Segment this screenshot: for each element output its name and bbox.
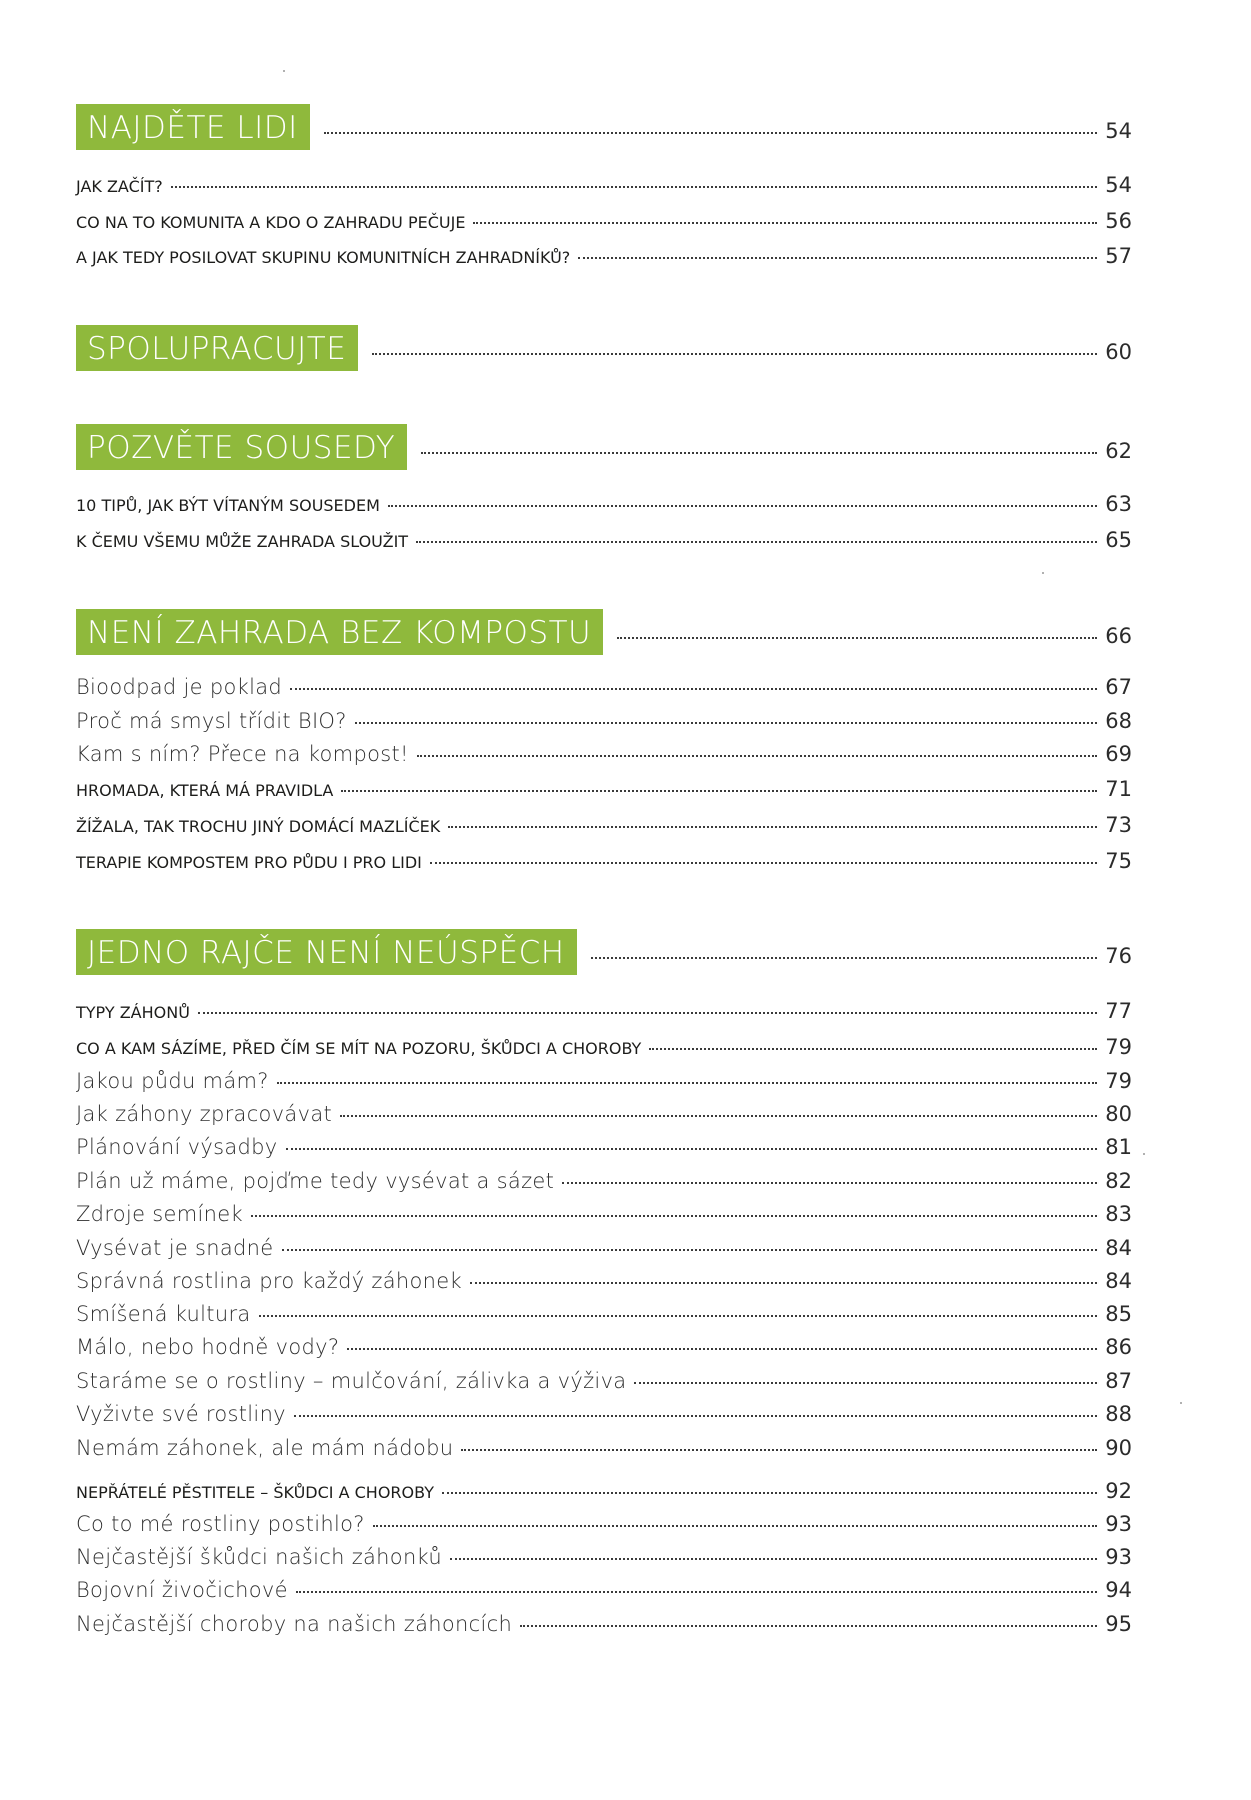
- toc-page-number: 63: [1105, 492, 1132, 516]
- toc-subentry: [76, 1269, 1132, 1295]
- dot-leader: [649, 1048, 1097, 1050]
- toc-page-number: 84: [1105, 1236, 1132, 1260]
- toc-page-number: 83: [1105, 1202, 1132, 1226]
- scan-speck: [1042, 572, 1044, 574]
- toc-entry-title: Plánování výsadby: [76, 1135, 278, 1159]
- toc-page-number: 87: [1105, 1369, 1132, 1393]
- toc-entry-title: JAK ZAČÍT?: [76, 177, 163, 196]
- toc-entry-title: Vysévat je snadné: [76, 1236, 274, 1260]
- toc-section-entry: [76, 424, 1132, 468]
- toc-page-number: 88: [1105, 1402, 1132, 1426]
- toc-entry-title: TYPY ZÁHONŮ: [76, 1003, 190, 1022]
- toc-entry-title: 10 TIPŮ, JAK BÝT VÍTANÝM SOUSEDEM: [76, 496, 380, 515]
- toc-heading-entry: [76, 849, 1132, 875]
- dot-leader: [296, 1591, 1097, 1593]
- toc-entry-title: TERAPIE KOMPOSTEM PRO PŮDU I PRO LIDI: [76, 853, 422, 872]
- toc-subentry: [76, 1102, 1132, 1128]
- toc-page-number: 69: [1105, 742, 1132, 766]
- toc-entry-title: Smíšená kultura: [76, 1302, 251, 1326]
- toc-section-entry: [76, 929, 1132, 973]
- dot-leader: [461, 1449, 1097, 1451]
- scan-speck: [283, 70, 285, 72]
- toc-subentry: [76, 1578, 1132, 1604]
- toc-entry-title: HROMADA, KTERÁ MÁ PRAVIDLA: [76, 781, 334, 800]
- toc-page-number: 65: [1105, 528, 1132, 552]
- toc-page-number: 92: [1105, 1479, 1132, 1503]
- toc-heading-entry: [76, 999, 1132, 1025]
- toc-heading-entry: [76, 1035, 1132, 1061]
- toc-section-entry: [76, 104, 1132, 148]
- toc-entry-title: Nejčastější choroby na našich záhoncích: [76, 1612, 513, 1636]
- toc-entry-title: Kam s ním? Přece na kompost!: [76, 742, 409, 766]
- dot-leader: [617, 637, 1097, 639]
- scan-speck: [1143, 1153, 1145, 1155]
- toc-entry-title: NAJDĚTE LIDI: [76, 104, 310, 150]
- toc-page-number: 77: [1105, 999, 1132, 1023]
- toc-subentry: [76, 709, 1132, 735]
- toc-entry-title: Správná rostlina pro každý záhonek: [76, 1269, 462, 1293]
- toc-entry-title: Staráme se o rostliny – mulčování, zálivka a výživa: [76, 1369, 627, 1393]
- toc-subentry: [76, 1302, 1132, 1328]
- toc-entry-title: CO NA TO KOMUNITA A KDO O ZAHRADU PEČUJE: [76, 213, 466, 232]
- toc-heading-entry: [76, 173, 1132, 199]
- toc-page-number: 54: [1105, 119, 1132, 143]
- toc-heading-entry: [76, 492, 1132, 518]
- toc-entry-title: Jak záhony zpracovávat: [76, 1102, 333, 1126]
- toc-entry-title: NENÍ ZAHRADA BEZ KOMPOSTU: [76, 609, 603, 655]
- dot-leader: [340, 1115, 1097, 1117]
- dot-leader: [259, 1315, 1098, 1317]
- dot-leader: [591, 957, 1098, 959]
- toc-page-number: 56: [1105, 209, 1132, 233]
- dot-leader: [347, 1348, 1097, 1350]
- toc-page-number: 84: [1105, 1269, 1132, 1293]
- toc-entry-title: ŽÍŽALA, TAK TROCHU JINÝ DOMÁCÍ MAZLÍČEK: [76, 817, 441, 836]
- toc-heading-entry: [76, 813, 1132, 839]
- toc-page-number: 81: [1105, 1135, 1132, 1159]
- toc-page-number: 85: [1105, 1302, 1132, 1326]
- dot-leader: [417, 755, 1098, 757]
- dot-leader: [634, 1382, 1097, 1384]
- toc-entry-title: Proč má smysl třídit BIO?: [76, 709, 347, 733]
- dot-leader: [448, 826, 1097, 828]
- toc-heading-entry: [76, 1479, 1132, 1505]
- toc-entry-title: SPOLUPRACUJTE: [76, 325, 358, 371]
- toc-entry-title: Zdroje semínek: [76, 1202, 243, 1226]
- toc-subentry: [76, 742, 1132, 768]
- toc-subentry: [76, 675, 1132, 701]
- toc-page-number: 95: [1105, 1612, 1132, 1636]
- dot-leader: [416, 541, 1097, 543]
- toc-subentry: [76, 1369, 1132, 1395]
- dot-leader: [388, 505, 1097, 507]
- toc-heading-entry: [76, 244, 1132, 270]
- dot-leader: [286, 1148, 1098, 1150]
- toc-page-number: 86: [1105, 1335, 1132, 1359]
- toc-subentry: [76, 1069, 1132, 1095]
- dot-leader: [251, 1215, 1097, 1217]
- dot-leader: [520, 1625, 1097, 1627]
- toc-entry-title: Jakou půdu mám?: [76, 1069, 269, 1093]
- toc-page-number: 90: [1105, 1436, 1132, 1460]
- dot-leader: [373, 1525, 1098, 1527]
- dot-leader: [282, 1249, 1098, 1251]
- dot-leader: [442, 1492, 1097, 1494]
- dot-leader: [171, 186, 1098, 188]
- toc-page-number: 80: [1105, 1102, 1132, 1126]
- toc-heading-entry: [76, 528, 1132, 554]
- toc-entry-title: Bojovní živočichové: [76, 1578, 288, 1602]
- toc-heading-entry: [76, 777, 1132, 803]
- dot-leader: [277, 1082, 1098, 1084]
- toc-entry-title: CO A KAM SÁZÍME, PŘED ČÍM SE MÍT NA POZORU, ŠKŮDCI A CHOROBY: [76, 1039, 642, 1058]
- dot-leader: [324, 132, 1097, 134]
- dot-leader: [421, 452, 1097, 454]
- dot-leader: [450, 1558, 1097, 1560]
- toc-entry-title: Co to mé rostliny postihlo?: [76, 1512, 365, 1536]
- toc-subentry: [76, 1512, 1132, 1538]
- toc-entry-title: Bioodpad je poklad: [76, 675, 283, 699]
- toc-page-number: 60: [1105, 340, 1132, 364]
- toc-heading-entry: [76, 209, 1132, 235]
- toc-entry-title: Plán už máme, pojďme tedy vysévat a sázet: [76, 1169, 555, 1193]
- toc-page-number: 82: [1105, 1169, 1132, 1193]
- toc-page-number: 68: [1105, 709, 1132, 733]
- toc-page-number: 76: [1105, 944, 1132, 968]
- toc-section-entry: [76, 609, 1132, 653]
- toc-subentry: [76, 1236, 1132, 1262]
- toc-page-number: 57: [1105, 244, 1132, 268]
- dot-leader: [578, 257, 1097, 259]
- toc-page-number: 79: [1105, 1069, 1132, 1093]
- toc-subentry: [76, 1612, 1132, 1638]
- toc-page-number: 93: [1105, 1512, 1132, 1536]
- dot-leader: [198, 1012, 1097, 1014]
- toc-subentry: [76, 1335, 1132, 1361]
- dot-leader: [470, 1282, 1097, 1284]
- scan-speck: [1180, 1402, 1182, 1404]
- toc-page-number: 93: [1105, 1545, 1132, 1569]
- dot-leader: [355, 722, 1098, 724]
- toc-page-number: 67: [1105, 675, 1132, 699]
- dot-leader: [562, 1182, 1097, 1184]
- toc-page-number: 75: [1105, 849, 1132, 873]
- toc-page-number: 62: [1105, 439, 1132, 463]
- toc-page-number: 71: [1105, 777, 1132, 801]
- dot-leader: [341, 790, 1097, 792]
- toc-entry-title: A JAK TEDY POSILOVAT SKUPINU KOMUNITNÍCH ZAHRADNÍKŮ?: [76, 248, 571, 267]
- toc-entry-title: K ČEMU VŠEMU MŮŽE ZAHRADA SLOUŽIT: [76, 532, 409, 551]
- toc-page-number: 79: [1105, 1035, 1132, 1059]
- toc-page-number: 66: [1105, 624, 1132, 648]
- dot-leader: [372, 353, 1097, 355]
- toc-entry-title: Nemám záhonek, ale mám nádobu: [76, 1436, 454, 1460]
- toc-entry-title: Málo, nebo hodně vody?: [76, 1335, 340, 1359]
- toc-entry-title: JEDNO RAJČE NENÍ NEÚSPĚCH: [76, 929, 577, 975]
- dot-leader: [430, 862, 1097, 864]
- toc-page-number: 54: [1105, 173, 1132, 197]
- toc-subentry: [76, 1202, 1132, 1228]
- toc-section-entry: [76, 325, 1132, 369]
- dot-leader: [473, 222, 1097, 224]
- toc-subentry: [76, 1402, 1132, 1428]
- toc-subentry: [76, 1436, 1132, 1462]
- toc-entry-title: Vyživte své rostliny: [76, 1402, 286, 1426]
- toc-page-number: 94: [1105, 1578, 1132, 1602]
- dot-leader: [290, 688, 1097, 690]
- toc-page-number: 73: [1105, 813, 1132, 837]
- toc-entry-title: POZVĚTE SOUSEDY: [76, 424, 407, 470]
- toc-entry-title: Nejčastější škůdci našich záhonků: [76, 1545, 442, 1569]
- toc-subentry: [76, 1545, 1132, 1571]
- toc-subentry: [76, 1135, 1132, 1161]
- toc-subentry: [76, 1169, 1132, 1195]
- toc-entry-title: NEPŘÁTELÉ PĚSTITELE – ŠKŮDCI A CHOROBY: [76, 1483, 435, 1502]
- dot-leader: [294, 1415, 1097, 1417]
